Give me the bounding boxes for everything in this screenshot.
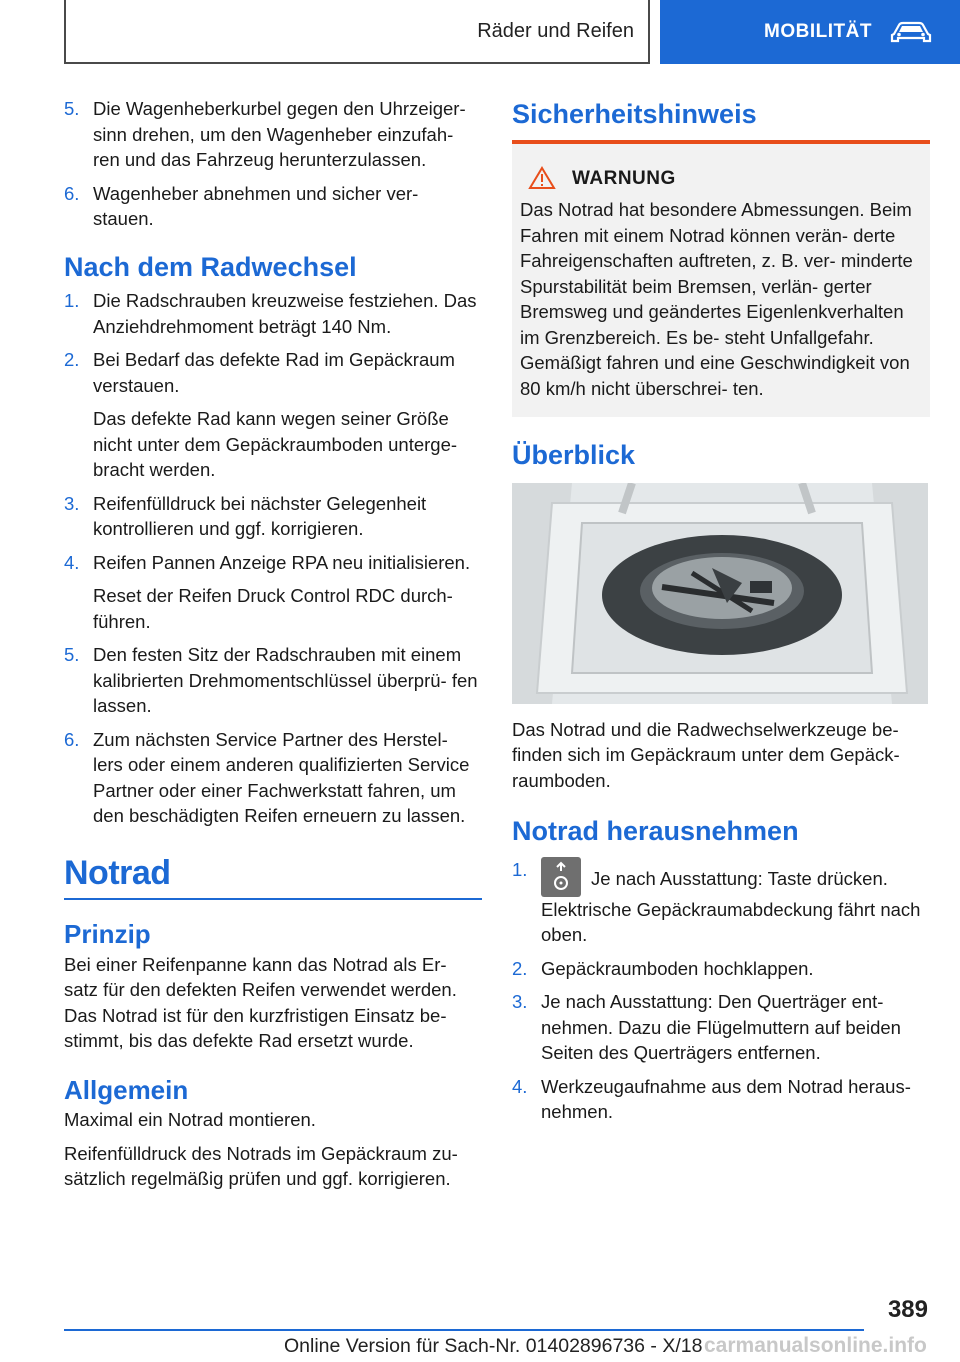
- list-item: [64, 347, 482, 483]
- heading-prinzip: Prinzip: [64, 919, 151, 949]
- list-item-number: 5.: [64, 644, 80, 665]
- header-section-title: Räder und Reifen: [477, 19, 634, 42]
- list-item-body: [93, 181, 482, 232]
- list-item: [64, 288, 482, 339]
- heading-underline: [64, 898, 482, 900]
- left-column: [64, 96, 482, 1192]
- car-icon: [890, 20, 932, 44]
- heading-notrad-herausnehmen: Notrad herausnehmen: [512, 816, 799, 846]
- list-item-body: [93, 288, 482, 339]
- list-item: [512, 1074, 930, 1125]
- list-item: [64, 96, 482, 173]
- page-number: 389: [887, 1296, 928, 1323]
- list-item-text: Werkzeugaufnahme aus dem Notrad heraus- nehmen.: [541, 1075, 911, 1122]
- steps-list-remove-spare: [512, 857, 930, 1125]
- list-item-number: 1.: [512, 858, 528, 880]
- list-item-body: [93, 727, 482, 829]
- list-item: [512, 857, 930, 948]
- list-item-body: [93, 491, 482, 542]
- list-item-number: 1.: [64, 290, 80, 311]
- watermark: carmanualsonline.info: [704, 1334, 927, 1357]
- list-item-number: 4.: [512, 1075, 528, 1097]
- spare-wheel-image: [512, 483, 928, 704]
- list-item-number: 3.: [64, 492, 80, 514]
- heading-allgemein: Allgemein: [64, 1074, 189, 1105]
- list-item-text: Reifen Pannen Anzeige RPA neu initialisieren.: [93, 551, 471, 573]
- list-item-body: [541, 1074, 930, 1125]
- list-item-body: [93, 347, 482, 483]
- list-item: [512, 956, 930, 982]
- header-chapter-title: MOBILITÄT: [764, 21, 872, 42]
- footer-line: [64, 1329, 864, 1331]
- image-caption: Das Notrad und die Radwechselwerkzeuge be- finden sich im Gepäckraum unter dem Gepäck- raumboden.: [512, 718, 900, 791]
- list-item-number: 3.: [512, 991, 528, 1012]
- list-item-number: 5.: [64, 98, 80, 119]
- list-item-text: Zum nächsten Service Partner des Herstel- lers oder einem anderen qualifizierten Service Partner oder einer Fachwerkstatt fahren, um den beschädigten Reifen erneuern zu lassen.: [93, 728, 470, 826]
- steps-list-jack: [64, 96, 482, 232]
- list-item-body: [93, 96, 482, 173]
- list-item-text: Bei Bedarf das defekte Rad im Gepäckraum verstauen.: [93, 349, 455, 396]
- header-section-tab: [64, 0, 650, 64]
- list-item: [64, 727, 482, 829]
- allgemein-text-2: Reifenfülldruck des Notrads im Gepäckraum zu- sätzlich regelmäßig prüfen und ggf. korrigieren.: [64, 1142, 458, 1189]
- list-item-number: 6.: [64, 728, 80, 750]
- warning-box: [512, 140, 930, 418]
- allgemein-text-1: Maximal ein Notrad montieren.: [64, 1109, 316, 1130]
- warning-text: Das Notrad hat besondere Abmessungen. Beim Fahren mit einem Notrad können verän- derte Fahreigenschaften auftreten, z. B. ver- minderte Spurstabilität beim Bremsen, verlän- gerter Bremsweg und geändertes Eigenlenkverhalten im Grenzbereich. Es be- steht Unfallgefahr. Gemäßigt fahren und eine Geschwindigkeit von 80 km/h nicht überschrei- ten.: [520, 199, 913, 399]
- heading-nach-dem-radwechsel: Nach dem Radwechsel: [64, 251, 357, 282]
- list-item-text: Das defekte Rad kann wegen seiner Größe nicht unter dem Gepäckraumboden unterge- bracht werden.: [93, 408, 458, 480]
- steps-list-after-change: [64, 288, 482, 829]
- list-item-text: Wagenheber abnehmen und sicher ver- stauen.: [93, 182, 419, 229]
- list-item-number: 4.: [64, 551, 80, 573]
- list-item-number: 2.: [512, 957, 528, 979]
- warning-header: [520, 166, 920, 192]
- warning-label: WARNUNG: [572, 167, 676, 189]
- spare-wheel-illustration: [512, 483, 928, 704]
- list-item-text: Die Radschrauben kreuzweise festziehen. Das Anziehdrehmoment beträgt 140 Nm.: [93, 290, 477, 337]
- list-item: [64, 491, 482, 542]
- list-item-body: [541, 989, 930, 1066]
- heading-ueberblick: Überblick: [512, 440, 636, 470]
- list-item-text: Gepäckraumboden hochklappen.: [541, 957, 814, 979]
- list-item-body: [93, 550, 482, 635]
- list-item-text: Die Wagenheberkurbel gegen den Uhrzeiger- sinn drehen, um den Wagenheber einzufah- ren und das Fahrzeug herunterzulassen.: [93, 98, 466, 170]
- header-chapter-tab: [660, 0, 960, 64]
- trunk-floor-button-icon: [541, 857, 581, 897]
- list-item-text-span: Je nach Ausstattung: Taste drücken. Elektrische Gepäckraumabdeckung fährt nach oben.: [541, 867, 921, 945]
- heading-notrad: Notrad: [64, 853, 171, 892]
- list-item-body: [93, 642, 482, 719]
- list-item: [64, 550, 482, 635]
- list-item-text: [541, 857, 930, 948]
- online-version-note: Online Version für Sach-Nr. 01402896736 - X/18: [284, 1335, 703, 1357]
- list-item-text: Den festen Sitz der Radschrauben mit einem kalibrierten Drehmomentschlüssel überprü- fen lassen.: [93, 644, 478, 716]
- warning-triangle-icon: [528, 166, 556, 190]
- list-item: [64, 642, 482, 719]
- right-column: [512, 96, 930, 1133]
- list-item-body: [541, 956, 930, 982]
- list-item-body: [541, 857, 930, 948]
- list-item-text: Je nach Ausstattung: Den Querträger ent- nehmen. Dazu die Flügelmuttern auf beiden Seiten des Querträgers entfernen.: [541, 991, 901, 1063]
- prinzip-text: Bei einer Reifenpanne kann das Notrad als Er- satz für den defekten Reifen verwendet werden. Das Notrad ist für den kurzfristigen Einsatz be- stimmt, bis das defekte Rad ersetzt wurde.: [64, 953, 457, 1051]
- list-item: [512, 989, 930, 1066]
- list-item-text: Reset der Reifen Druck Control RDC durch- führen.: [93, 585, 453, 632]
- list-item: [64, 181, 482, 232]
- heading-sicherheitshinweis: Sicherheitshinweis: [512, 99, 757, 129]
- list-item-number: 2.: [64, 349, 80, 370]
- list-item-number: 6.: [64, 182, 80, 204]
- list-item-text: Reifenfülldruck bei nächster Gelegenheit kontrollieren und ggf. korrigieren.: [93, 492, 427, 539]
